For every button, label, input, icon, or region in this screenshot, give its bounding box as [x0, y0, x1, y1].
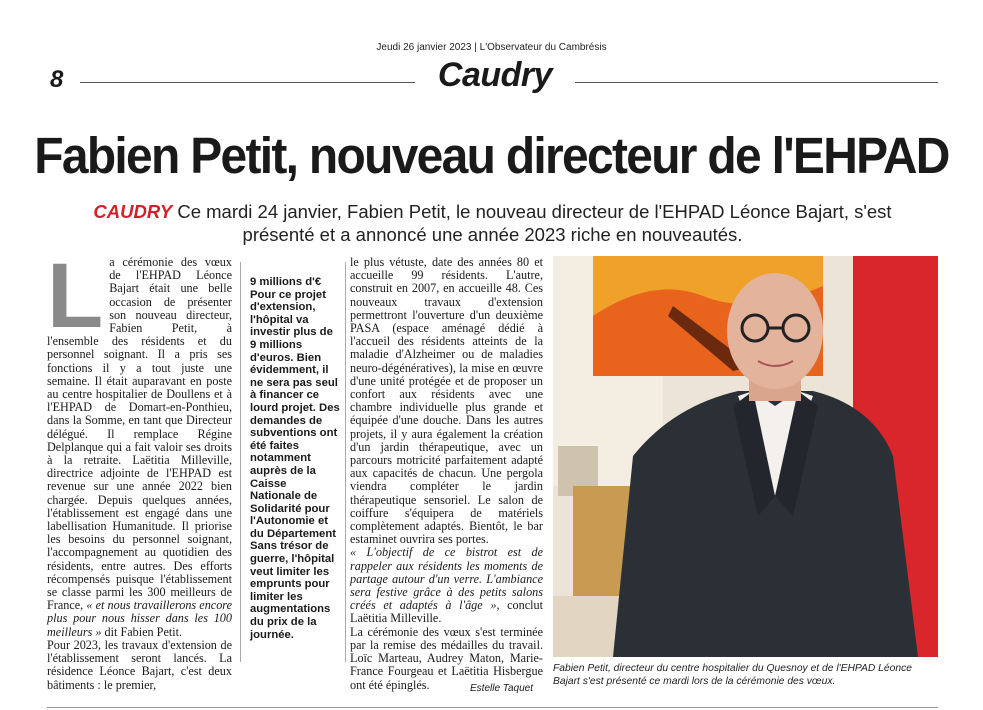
bottom-rule — [47, 707, 938, 708]
col1-quote: « et nous travaillerons encore plus pour nous hisser dans les 100 meilleurs » — [47, 598, 233, 639]
column-divider-left — [240, 262, 241, 662]
header-rule-left — [80, 82, 415, 83]
col3-paragraph-2: La cérémonie des vœux s'est terminée par la remise des médailles du travail. Loïc Marteau, Audrey Maton, Marie-France Fourgeau et Laëtitia Hisbergue ont été épinglés. — [350, 624, 543, 692]
date-line: Jeudi 26 janvier 2023 | L'Observateur du Cambrésis — [376, 42, 607, 53]
col1-paragraph-1: a cérémonie des vœux de l'EHPAD Léonce Bajart était une belle occasion de présenter son nouveau directeur, Fabien Petit, à l'ensemble des résidents et du personnel soignant. Il a pris ses fonctions il y a tout juste une semaine. Il était auparavant en poste au centre hospitalier de Doullens et à l'EHPAD de Domart-en-Ponthieu, dans la Somme, en tant que Directeur délégué. Il remplace Régine Delplanque qui a fait valoir ses droits à la retraite. Laëtitia Milleville, directrice adjointe de l'EHPAD est revenue sur une année 2022 bien chargée. Depuis quelques années, l'établissement est engagé dans une labellisation Humanitude. Il priorise les besoins du personnel soignant, l'accompagnement au quotidien des résidents, entre autres. Des efforts récompensés puisque l'établissement se classe parmi les 300 meilleurs de France, — [47, 255, 232, 613]
lede — [70, 200, 915, 246]
lede-kicker: CAUDRY — [93, 201, 173, 222]
sidebar-box: 9 millions d'€ Pour ce projet d'extension, l'hôpital va investir plus de 9 millions d'euros. Bien évidemment, il ne sera pas seul à financer ce lourd projet. Des demandes de subventions ont été faites notamment auprès de la Caisse Nationale de Solidarité pour l'Autonomie et du Département Sans trésor de guerre, l'hôpital veut limiter les emprunts pour limiter les augmentations du prix de la journée. — [250, 276, 340, 641]
col3-quote: « L'objectif de ce bistrot est de rappeler aux résidents les moments de partage autour d'un verre. L'ambiance sera festive grâce à des petits salons créés et adaptés à l'âge » — [350, 545, 543, 613]
col3-paragraph-1: le plus vétuste, date des années 80 et accueille 99 résidents. L'autre, construit en 2007, en accueille 48. Ces nouveaux travaux d'extension permettront l'ouverture d'un deuxième PASA (espace aménagé dédié à l'accueil des résidents atteints de la maladie d'Alzheimer ou de maladies neuro-dégénératives), la mise en œuvre d'une unité protégée et de proposer un confort aux résidents avec une chambre individuelle plus grande et équipée d'une douche. Dans les autres projets, il y aura également la création d'un jardin thérapeutique, avec un parcours motricité parfaitement adapté aux capacités de chacun. Une pergola viendra compléter le jardin thérapeutique sensoriel. Le salon de coiffure s'équipera de matériels complètement adaptés. Bientôt, le bar estaminet ouvrira ses portes. — [350, 255, 543, 547]
headline: Fabien Petit, nouveau directeur de l'EHPAD — [34, 127, 949, 184]
lede-text: Ce mardi 24 janvier, Fabien Petit, le nouveau directeur de l'EHPAD Léonce Bajart, s'est présenté et a annoncé une année 2023 riche en nouveautés. — [172, 201, 892, 245]
section-title: Caudry — [437, 56, 553, 94]
column-1 — [47, 245, 233, 692]
column-3 — [350, 256, 543, 692]
page-number: 8 — [50, 66, 64, 93]
author-signature: Estelle Taquet — [470, 683, 534, 694]
portrait-illustration — [553, 256, 938, 657]
col1-after-quote: dit Fabien Petit. — [101, 624, 183, 639]
header-rule-right — [575, 82, 938, 83]
col3-after-quote: , conclut Laëtitia Milleville. — [350, 598, 544, 626]
photo-caption: Fabien Petit, directeur du centre hospitalier du Quesnoy et de l'EHPAD Léonce Bajart s'est présenté ce mardi lors de la cérémonie des vœux. — [553, 663, 912, 687]
drop-cap: L — [47, 245, 104, 347]
col1-paragraph-2: Pour 2023, les travaux d'extension de l'établissement seront lancés. La résidence Léonce Bajart, c'est deux bâtiments : le premier, — [47, 637, 232, 692]
column-divider-right — [345, 262, 346, 662]
portrait-photo — [553, 256, 938, 657]
